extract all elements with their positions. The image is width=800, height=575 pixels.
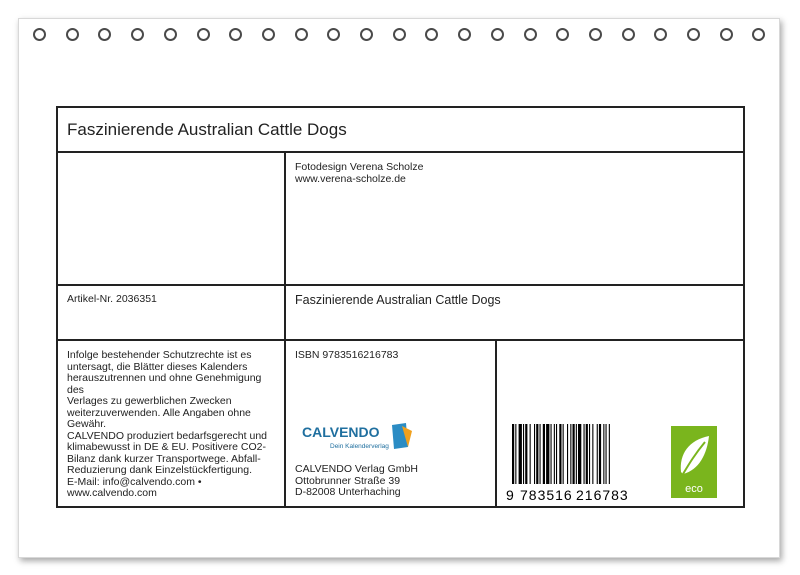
legal-line: Bilanz dank kurzer Transportwege. Abfall- — [67, 452, 261, 465]
binding-ring — [524, 28, 537, 41]
binding-ring — [752, 28, 765, 41]
barcode-digits: 783516 — [520, 487, 573, 503]
binding-ring — [654, 28, 667, 41]
divider — [284, 152, 286, 506]
binding-ring — [556, 28, 569, 41]
legal-text — [67, 350, 279, 500]
binding-ring — [360, 28, 373, 41]
legal-line: Reduzierung dank Einzelstückfertigung. — [67, 464, 253, 476]
binding-ring — [458, 28, 471, 41]
calvendo-logo — [302, 421, 422, 453]
binding-ring — [491, 28, 504, 41]
barcode-digits: 216783 — [576, 487, 629, 503]
photographer-block — [295, 162, 715, 185]
eco-badge — [671, 426, 717, 498]
legal-line: herauszutrennen und ohne Genehmigung des — [67, 372, 262, 396]
spiral-binding — [0, 0, 800, 60]
binding-ring — [229, 28, 242, 41]
photographer-website: www.verena-scholze.de — [295, 172, 406, 185]
legal-line: Infolge bestehender Schutzrechte ist es — [67, 349, 252, 361]
binding-ring — [687, 28, 700, 41]
binding-ring — [197, 28, 210, 41]
eco-label: eco — [685, 483, 703, 495]
info-grid — [56, 106, 745, 508]
legal-line: CALVENDO produziert bedarfsgerecht und — [67, 429, 267, 442]
publisher-city: D-82008 Unterhaching — [295, 486, 401, 498]
binding-ring — [589, 28, 602, 41]
page-title: Faszinierende Australian Cattle Dogs — [67, 120, 347, 139]
legal-line: www.calvendo.com — [67, 487, 157, 499]
barcode-graphic — [506, 424, 646, 504]
legal-line: weiterzuverwenden. Alle Angaben ohne — [67, 406, 251, 419]
divider — [58, 151, 743, 153]
binding-ring — [98, 28, 111, 41]
legal-line: E-Mail: info@calvendo.com • — [67, 475, 202, 488]
legal-line: untersagt, die Blätter dieses Kalenders — [67, 360, 248, 373]
publisher-address — [295, 464, 418, 499]
binding-ring — [295, 28, 308, 41]
legal-line: Verlages zu gewerblichen Zwecken — [67, 395, 232, 407]
binding-ring — [262, 28, 275, 41]
binding-ring — [66, 28, 79, 41]
eco-leaf-icon — [671, 426, 717, 498]
binding-ring — [393, 28, 406, 41]
binding-ring — [327, 28, 340, 41]
isbn: ISBN 9783516216783 — [295, 349, 399, 361]
binding-ring — [720, 28, 733, 41]
calvendo-tagline: Dein Kalenderverlag — [330, 443, 389, 450]
divider — [495, 340, 497, 506]
publisher-street: Ottobrunner Straße 39 — [295, 474, 401, 487]
binding-ring — [131, 28, 144, 41]
binding-ring — [164, 28, 177, 41]
article-number: Artikel-Nr. 2036351 — [67, 293, 157, 305]
binding-ring — [425, 28, 438, 41]
isbn-barcode — [506, 424, 646, 504]
article-title: Faszinierende Australian Cattle Dogs — [295, 293, 501, 307]
legal-line: klimabewusst in DE & EU. Positivere CO2- — [67, 441, 266, 453]
legal-line: Gewähr. — [67, 418, 107, 430]
publisher-name: CALVENDO Verlag GmbH — [295, 463, 418, 475]
barcode-digits: 9 — [506, 487, 515, 503]
divider — [58, 339, 743, 341]
calvendo-logo-graphic — [302, 421, 422, 453]
calvendo-wordmark: CALVENDO — [302, 424, 380, 440]
binding-ring — [33, 28, 46, 41]
photographer-name: Fotodesign Verena Scholze — [295, 161, 424, 173]
binding-ring — [622, 28, 635, 41]
divider — [58, 284, 743, 286]
